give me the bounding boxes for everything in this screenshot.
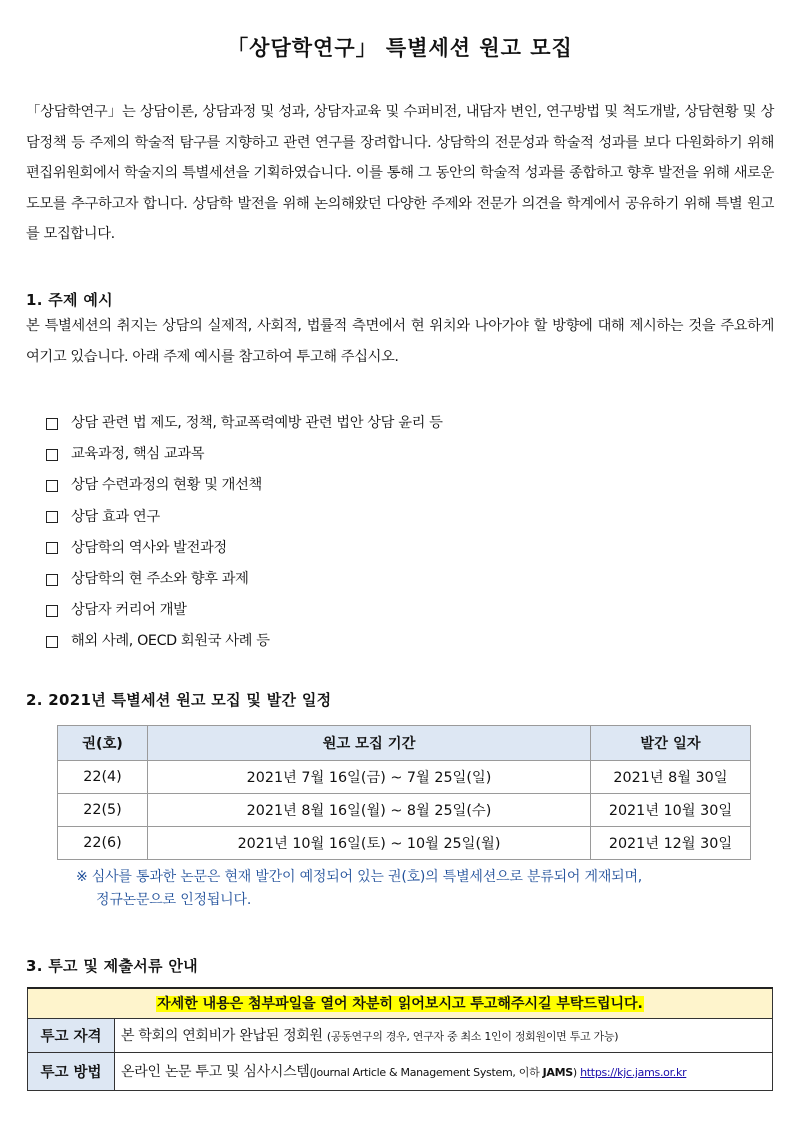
cell-publish-date: 2021년 8월 30일 [591, 761, 751, 794]
cell-volume: 22(4) [58, 761, 148, 794]
topic-label: 상담 수련과정의 현황 및 개선책 [71, 477, 262, 494]
topic-item [46, 470, 443, 501]
banner-row [28, 988, 773, 1018]
table-row [58, 827, 751, 860]
banner-cell [28, 988, 773, 1018]
banner-text: 자세한 내용은 첨부파일을 열어 차분히 읽어보시고 투고해주시길 부탁드립니다. [157, 996, 643, 1013]
topic-item [46, 502, 443, 533]
topic-label: 상담학의 역사와 발전과정 [71, 539, 227, 556]
table-row [58, 761, 751, 794]
checkbox-icon [46, 480, 58, 492]
section3-heading: 3. 투고 및 제출서류 안내 [26, 957, 198, 975]
checkbox-icon [46, 449, 58, 461]
column-header-volume: 권(호) [58, 726, 148, 761]
column-header-publish-date: 발간 일자 [591, 726, 751, 761]
topic-item [46, 408, 443, 439]
eligibility-main: 본 학회의 연회비가 완납된 정회원 [121, 1028, 323, 1044]
page-title: 「상담학연구」 특별세션 원고 모집 [227, 36, 573, 60]
jams-label: JAMS [542, 1066, 573, 1079]
topic-label: 상담 관련 법 제도, 정책, 학교폭력예방 관련 법안 상담 윤리 등 [71, 415, 443, 431]
note-line-1: ※ 심사를 통과한 논문은 현재 발간이 예정되어 있는 권(호)의 특별세션으로 분류되어 게재되며, [76, 869, 643, 885]
checkbox-icon [46, 418, 58, 430]
jams-link[interactable]: https://kjc.jams.or.kr [580, 1066, 687, 1079]
label-method: 투고 방법 [28, 1052, 115, 1090]
checkbox-icon [46, 511, 58, 523]
method-main: 온라인 논문 투고 및 심사시스템 [121, 1064, 310, 1080]
table-row [28, 1018, 773, 1052]
value-method [115, 1052, 773, 1090]
cell-period: 2021년 8월 16일(월) ~ 8월 25일(수) [148, 794, 591, 827]
topic-list [46, 408, 443, 658]
cell-publish-date: 2021년 10월 30일 [591, 794, 751, 827]
topic-label: 상담 효과 연구 [71, 508, 160, 525]
schedule-table [57, 725, 751, 860]
table-row [28, 1052, 773, 1090]
column-header-period: 원고 모집 기간 [148, 726, 591, 761]
table-row [58, 794, 751, 827]
topic-label: 교육과정, 핵심 교과목 [71, 446, 205, 463]
topic-label: 해외 사례, OECD 회원국 사례 등 [71, 633, 270, 650]
topic-item [46, 564, 443, 595]
topic-item [46, 439, 443, 470]
note-line-2: 정규논문으로 인정됩니다. [96, 891, 252, 908]
cell-publish-date: 2021년 12월 30일 [591, 827, 751, 860]
schedule-note [76, 866, 766, 911]
label-eligibility: 투고 자격 [28, 1018, 115, 1052]
topic-label: 상담학의 현 주소와 향후 과제 [71, 570, 249, 587]
cell-period: 2021년 7월 16일(금) ~ 7월 25일(일) [148, 761, 591, 794]
table-header-row [58, 726, 751, 761]
cell-volume: 22(5) [58, 794, 148, 827]
checkbox-icon [46, 605, 58, 617]
topic-item [46, 626, 443, 657]
eligibility-note: (공동연구의 경우, 연구자 중 최소 1인이 정회원이면 투고 가능) [326, 1030, 619, 1043]
method-note-end: ) [572, 1066, 581, 1079]
checkbox-icon [46, 574, 58, 586]
topic-label: 상담자 커리어 개발 [71, 602, 187, 619]
topic-item [46, 595, 443, 626]
checkbox-icon [46, 542, 58, 554]
section2-heading: 2. 2021년 특별세션 원고 모집 및 발간 일정 [26, 691, 332, 709]
section1-body: 본 특별세션의 취지는 상담의 실제적, 사회적, 법률적 측면에서 현 위치와 나아가야 할 방향에 대해 제시하는 것을 주요하게 여기고 있습니다. 아래 주제 예시를 참고하여 투고해 주십시오. [26, 318, 774, 365]
topic-item [46, 533, 443, 564]
section1-heading: 1. 주제 예시 [26, 291, 113, 309]
value-eligibility [115, 1018, 773, 1052]
method-note: (Journal Article & Management System, 이하 [309, 1066, 543, 1079]
intro-paragraph: 「상담학연구」는 상담이론, 상담과정 및 성과, 상담자교육 및 수퍼비전, 내담자 변인, 연구방법 및 척도개발, 상담현황 및 상담정책 등 주제의 학술적 탐구를 지향하고 관련 연구를 장려합니다. 상담학의 전문성과 학술적 성과를 보다 다원화하기 위해 편집위원회에서 학술지의 특별세션을 기획하였습니다. 이를 통해 그 동안의 학술적 성과를 종합하고 향후 발전을 위해 새로운 도모를 추구하고자 합니다. 상담학 발전을 위해 논의해왔던 다양한 주제와 전문가 의견을 학계에서 공유하기 위해 특별 원고를 모집합니다. [26, 104, 774, 242]
cell-period: 2021년 10월 16일(토) ~ 10월 25일(월) [148, 827, 591, 860]
cell-volume: 22(6) [58, 827, 148, 860]
checkbox-icon [46, 636, 58, 648]
submission-guide-table [27, 987, 773, 1091]
